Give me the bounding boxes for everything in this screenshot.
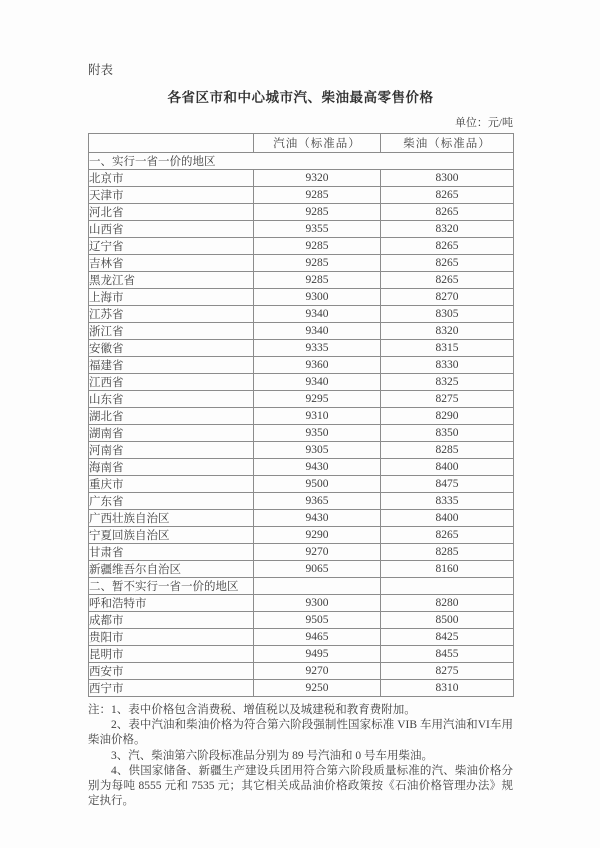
table-row <box>89 629 514 646</box>
table-row <box>89 442 514 459</box>
region-cell: 广西壮族自治区 <box>89 510 254 527</box>
region-cell: 河北省 <box>89 204 254 221</box>
region-cell: 山东省 <box>89 391 254 408</box>
diesel-price-cell: 8310 <box>381 680 514 697</box>
table-row <box>89 255 514 272</box>
table-row <box>89 238 514 255</box>
diesel-price-cell: 8425 <box>381 629 514 646</box>
diesel-price-cell: 8300 <box>381 170 514 187</box>
gasoline-price-cell: 9335 <box>254 340 381 357</box>
diesel-price-cell: 8320 <box>381 323 514 340</box>
diesel-price-cell: 8350 <box>381 425 514 442</box>
table-row <box>89 374 514 391</box>
diesel-price-cell: 8320 <box>381 221 514 238</box>
page-title: 各省区市和中心城市汽、柴油最高零售价格 <box>167 90 434 105</box>
region-cell: 浙江省 <box>89 323 254 340</box>
diesel-price-cell: 8325 <box>381 374 514 391</box>
table-row <box>89 544 514 561</box>
table-header-row <box>89 134 514 153</box>
gasoline-price-cell: 9290 <box>254 527 381 544</box>
gasoline-price-cell: 9465 <box>254 629 381 646</box>
notes <box>88 703 513 809</box>
region-cell: 呼和浩特市 <box>89 595 254 612</box>
gasoline-price-cell: 9300 <box>254 289 381 306</box>
diesel-price-cell: 8400 <box>381 459 514 476</box>
table-row <box>89 221 514 238</box>
diesel-price-cell: 8330 <box>381 357 514 374</box>
gasoline-price-cell: 9500 <box>254 476 381 493</box>
region-cell: 吉林省 <box>89 255 254 272</box>
diesel-price-cell: 8290 <box>381 408 514 425</box>
region-cell: 海南省 <box>89 459 254 476</box>
region-cell: 西宁市 <box>89 680 254 697</box>
diesel-price-cell: 8265 <box>381 187 514 204</box>
table-row <box>89 289 514 306</box>
gasoline-price-cell: 9305 <box>254 442 381 459</box>
price-table-body <box>89 153 514 697</box>
diesel-price-cell: 8275 <box>381 391 514 408</box>
gasoline-price-cell: 9365 <box>254 493 381 510</box>
region-cell: 贵阳市 <box>89 629 254 646</box>
diesel-price-cell: 8275 <box>381 663 514 680</box>
gasoline-price-cell: 9285 <box>254 255 381 272</box>
appendix-label: 附表 <box>88 63 114 77</box>
gasoline-price-cell: 9360 <box>254 357 381 374</box>
diesel-price-cell: 8400 <box>381 510 514 527</box>
section-header-row <box>89 153 514 170</box>
region-cell: 山西省 <box>89 221 254 238</box>
table-row <box>89 391 514 408</box>
diesel-price-cell: 8455 <box>381 646 514 663</box>
table-row <box>89 510 514 527</box>
gasoline-price-cell: 9430 <box>254 510 381 527</box>
region-cell: 江西省 <box>89 374 254 391</box>
gasoline-price-cell: 9250 <box>254 680 381 697</box>
diesel-price-cell: 8285 <box>381 544 514 561</box>
region-cell: 昆明市 <box>89 646 254 663</box>
empty-cell <box>254 578 381 595</box>
gasoline-price-cell: 9320 <box>254 170 381 187</box>
note-item: 2、表中汽油和柴油价格为符合第六阶段强制性国家标准 VIB 车用汽油和VI车用柴油价格。 <box>88 719 513 747</box>
gasoline-price-cell: 9270 <box>254 544 381 561</box>
table-row <box>89 646 514 663</box>
region-cell: 湖北省 <box>89 408 254 425</box>
region-cell: 宁夏回族自治区 <box>89 527 254 544</box>
diesel-price-cell: 8285 <box>381 442 514 459</box>
note-item: 4、供国家储备、新疆生产建设兵团用符合第六阶段质量标准的汽、柴油价格分别为每吨 8555 元和 7535 元；其它相关成品油价格政策按《石油价格管理办法》规定执行。 <box>88 764 513 808</box>
empty-cell <box>381 578 514 595</box>
diesel-price-cell: 8265 <box>381 238 514 255</box>
gasoline-price-cell: 9355 <box>254 221 381 238</box>
region-cell: 广东省 <box>89 493 254 510</box>
note-item: 3、汽、柴油第六阶段标准品分别为 89 号汽油和 0 号车用柴油。 <box>111 749 433 762</box>
table-row <box>89 680 514 697</box>
diesel-price-cell: 8265 <box>381 527 514 544</box>
table-row <box>89 561 514 578</box>
region-cell: 新疆维吾尔自治区 <box>89 561 254 578</box>
diesel-price-cell: 8315 <box>381 340 514 357</box>
region-column-header <box>89 134 254 153</box>
region-cell: 甘肃省 <box>89 544 254 561</box>
gasoline-price-cell: 9505 <box>254 612 381 629</box>
table-row <box>89 493 514 510</box>
region-cell: 黑龙江省 <box>89 272 254 289</box>
section-header-row <box>89 578 514 595</box>
diesel-column-header: 柴油（标准品） <box>381 134 514 153</box>
table-row <box>89 408 514 425</box>
table-row <box>89 306 514 323</box>
diesel-price-cell: 8280 <box>381 595 514 612</box>
diesel-price-cell: 8335 <box>381 493 514 510</box>
gasoline-price-cell: 9495 <box>254 646 381 663</box>
table-row <box>89 459 514 476</box>
table-row <box>89 476 514 493</box>
gasoline-price-cell: 9340 <box>254 323 381 340</box>
price-table <box>88 133 514 697</box>
gasoline-price-cell: 9285 <box>254 204 381 221</box>
region-cell: 重庆市 <box>89 476 254 493</box>
table-row <box>89 595 514 612</box>
diesel-price-cell: 8265 <box>381 204 514 221</box>
diesel-price-cell: 8160 <box>381 561 514 578</box>
diesel-price-cell: 8500 <box>381 612 514 629</box>
table-row <box>89 357 514 374</box>
region-cell: 上海市 <box>89 289 254 306</box>
region-cell: 西安市 <box>89 663 254 680</box>
gasoline-price-cell: 9285 <box>254 272 381 289</box>
gasoline-price-cell: 9285 <box>254 187 381 204</box>
region-cell: 成都市 <box>89 612 254 629</box>
gasoline-price-cell: 9285 <box>254 238 381 255</box>
region-cell: 福建省 <box>89 357 254 374</box>
diesel-price-cell: 8270 <box>381 289 514 306</box>
table-row <box>89 612 514 629</box>
table-row <box>89 272 514 289</box>
table-row <box>89 527 514 544</box>
table-row <box>89 170 514 187</box>
section-label: 一、实行一省一价的地区 <box>89 153 514 170</box>
table-row <box>89 323 514 340</box>
diesel-price-cell: 8475 <box>381 476 514 493</box>
gasoline-price-cell: 9310 <box>254 408 381 425</box>
table-row <box>89 663 514 680</box>
diesel-price-cell: 8305 <box>381 306 514 323</box>
gasoline-price-cell: 9270 <box>254 663 381 680</box>
gasoline-price-cell: 9340 <box>254 306 381 323</box>
region-cell: 辽宁省 <box>89 238 254 255</box>
gasoline-price-cell: 9430 <box>254 459 381 476</box>
region-cell: 北京市 <box>89 170 254 187</box>
gasoline-price-cell: 9065 <box>254 561 381 578</box>
table-row <box>89 425 514 442</box>
diesel-price-cell: 8265 <box>381 255 514 272</box>
gasoline-price-cell: 9350 <box>254 425 381 442</box>
gasoline-price-cell: 9340 <box>254 374 381 391</box>
table-row <box>89 340 514 357</box>
region-cell: 湖南省 <box>89 425 254 442</box>
region-cell: 安徽省 <box>89 340 254 357</box>
gasoline-price-cell: 9300 <box>254 595 381 612</box>
unit-label: 单位：元/吨 <box>454 117 513 129</box>
region-cell: 江苏省 <box>89 306 254 323</box>
table-row <box>89 204 514 221</box>
section-label: 二、暂不实行一省一价的地区 <box>89 578 254 595</box>
note-item: 注：1、表中价格包含消费税、增值税以及城建税和教育费附加。 <box>88 704 416 716</box>
gasoline-price-cell: 9295 <box>254 391 381 408</box>
table-row <box>89 187 514 204</box>
gasoline-column-header: 汽油（标准品） <box>254 134 381 153</box>
region-cell: 河南省 <box>89 442 254 459</box>
diesel-price-cell: 8265 <box>381 272 514 289</box>
region-cell: 天津市 <box>89 187 254 204</box>
